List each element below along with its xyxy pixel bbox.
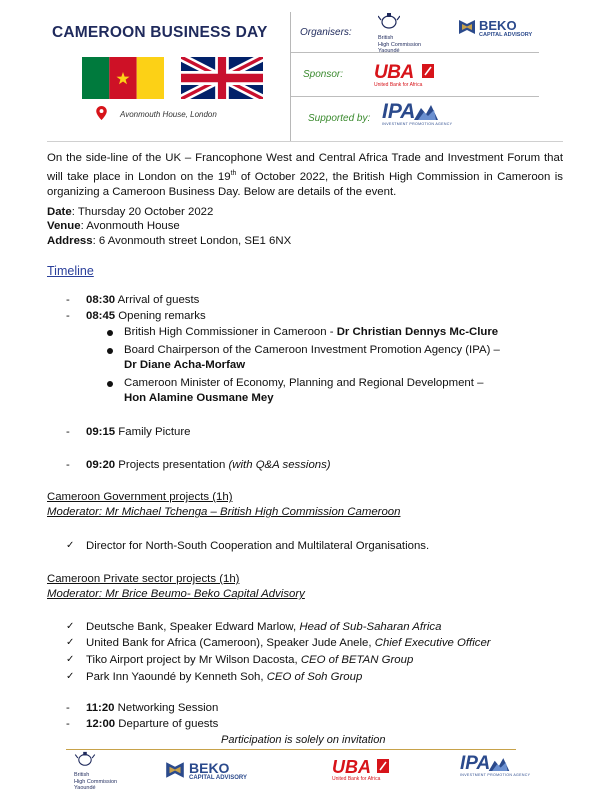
timeline-time: 09:15 (86, 426, 116, 438)
timeline-text: Opening remarks (115, 310, 206, 322)
bullet-dot (107, 348, 113, 354)
bhc-logo-line-2: High Commission (74, 778, 118, 785)
bhc-logo-line-1: British (74, 772, 90, 778)
private-item-text: Tiko Airport project by Mr Wilson Dacosta, (86, 654, 301, 666)
beko-name: BEKO (189, 760, 230, 776)
bhc-logo (378, 12, 421, 55)
private-item-text: United Bank for Africa (Cameroon), Speaker Jude Anele, (86, 637, 375, 649)
organisers-label: Organisers: (300, 27, 352, 38)
location-pin-icon (96, 106, 107, 120)
page-title: CAMEROON BUSINESS DAY (52, 24, 268, 41)
header-divider-bottom (47, 141, 563, 142)
timeline-note: (with Q&A sessions) (228, 459, 331, 471)
remark-item-3 (124, 377, 483, 389)
timeline-time: 08:45 (86, 310, 116, 322)
timeline-time: 09:20 (86, 459, 116, 471)
uba-sub: United Bank for Africa (374, 82, 423, 88)
remark-item-1 (124, 326, 498, 338)
remark-name: Dr Christian Dennys Mc-Clure (336, 326, 499, 338)
cameroon-flag (82, 57, 164, 99)
footer-uba-logo (332, 757, 380, 782)
crest-icon (378, 12, 400, 30)
address-line (47, 235, 291, 247)
timeline-text: Projects presentation (115, 459, 229, 471)
timeline-item-arrival (86, 294, 199, 306)
beko-mark-icon (164, 760, 186, 780)
venue-line (47, 220, 180, 232)
sponsor-label: Sponsor: (303, 69, 344, 80)
event-location: Avonmouth House, London (120, 110, 217, 119)
dash-marker: - (66, 702, 70, 714)
timeline-item-family-picture (86, 426, 190, 438)
ipa-logo (382, 100, 452, 126)
remark-name-3: Hon Alamine Ousmane Mey (124, 392, 274, 404)
timeline-text: Family Picture (115, 426, 191, 438)
uk-flag (181, 57, 263, 99)
private-projects-heading: Cameroon Private sector projects (1h) (47, 573, 240, 585)
ipa-mark-icon (412, 102, 440, 124)
timeline-text: Networking Session (114, 702, 219, 714)
ipa-name: IPA (460, 753, 491, 774)
dash-marker: - (66, 459, 70, 471)
remark-item-2 (124, 344, 500, 356)
bhc-logo-line-3: Yaoundé (74, 785, 96, 791)
timeline-time: 08:30 (86, 294, 116, 306)
date-label: Date (47, 206, 72, 218)
timeline-text: Departure of guests (115, 718, 219, 730)
address-value: : 6 Avonmouth street London, SE1 6NX (92, 235, 292, 247)
footer-ipa-logo (460, 753, 530, 777)
private-item-text: Park Inn Yaoundé by Kenneth Soh, (86, 671, 267, 683)
footer-divider (66, 749, 516, 750)
timeline-item-projects (86, 459, 331, 471)
intro-part-2: of October 2022, the British High Commission in Cameroon is organizing a Cameroon Business Day. Below are details of the event. (47, 170, 563, 198)
private-item-text: Deutsche Bank, Speaker Edward Marlow, (86, 621, 300, 633)
beko-sub: CAPITAL ADVISORY (479, 32, 533, 38)
address-label: Address (47, 235, 93, 247)
footer-bhc-logo (74, 751, 117, 792)
ipa-sub: INVESTMENT PROMOTION AGENCY (460, 773, 531, 777)
ipa-name: IPA (382, 100, 416, 123)
checkmark-icon: ✓ (66, 621, 75, 632)
uba-name: UBA (332, 757, 371, 777)
ipa-sub: INVESTMENT PROMOTION AGENCY (382, 122, 453, 126)
private-moderator: Moderator: Mr Brice Beumo- Beko Capital Advisory (47, 588, 305, 600)
uba-sub: United Bank for Africa (332, 776, 381, 782)
checkmark-icon: ✓ (66, 540, 75, 551)
intro-part-1: On the side-line of the UK – Francophone West and Central Africa Trade and Investment Forum that will take place in London on the 19 (47, 152, 563, 183)
dash-marker: - (66, 294, 70, 306)
bhc-logo-line-1: British (378, 35, 394, 41)
invitation-note: Participation is solely on invitation (221, 734, 386, 746)
venue-value: : Avonmouth House (80, 220, 180, 232)
beko-logo (457, 18, 533, 38)
remark-text: Cameroon Minister of Economy, Planning and Regional Development – (124, 377, 484, 389)
timeline-time: 11:20 (86, 702, 115, 714)
beko-name: BEKO (479, 18, 517, 33)
uba-mark-icon (377, 759, 389, 773)
gov-projects-heading: Cameroon Government projects (1h) (47, 491, 233, 503)
remark-name-2: Dr Diane Acha-Morfaw (124, 359, 246, 371)
dash-marker: - (66, 426, 70, 438)
crest-icon (74, 751, 96, 767)
timeline-heading: Timeline (47, 264, 94, 278)
private-item-role: CEO of Soh Group (266, 671, 363, 683)
private-item-4 (86, 671, 362, 683)
timeline-item-opening (86, 310, 206, 322)
dash-marker: - (66, 718, 70, 730)
footer-beko-logo (164, 760, 248, 781)
checkmark-icon: ✓ (66, 637, 75, 648)
timeline-item-networking (86, 702, 218, 714)
ipa-mark-icon (487, 755, 511, 775)
beko-sub: CAPITAL ADVISORY (189, 775, 248, 781)
dash-marker: - (66, 310, 70, 322)
checkmark-icon: ✓ (66, 654, 75, 665)
header-divider-2 (291, 96, 539, 97)
private-item-1 (86, 621, 441, 633)
bhc-logo-line-2: High Commission (378, 41, 422, 48)
gov-item-1: Director for North-South Cooperation and Multilateral Organisations. (86, 540, 430, 552)
timeline-time: 12:00 (86, 718, 116, 730)
venue-label: Venue (47, 220, 81, 232)
header-divider-vertical (290, 12, 291, 142)
gov-moderator: Moderator: Mr Michael Tchenga – British High Commission Cameroon (47, 506, 401, 518)
intro-sup: th (230, 170, 237, 177)
private-item-role: Head of Sub-Saharan Africa (299, 621, 442, 633)
uba-mark-icon (422, 64, 434, 78)
timeline-text: Arrival of guests (115, 294, 200, 306)
date-line (47, 206, 213, 218)
private-item-role: CEO of BETAN Group (300, 654, 414, 666)
bullet-dot (107, 381, 113, 387)
private-item-2 (86, 637, 491, 649)
remark-text: British High Commissioner in Cameroon - (124, 326, 337, 338)
beko-mark-icon (457, 18, 477, 36)
bullet-dot (107, 330, 113, 336)
date-value: : Thursday 20 October 2022 (71, 206, 214, 218)
uba-logo (374, 62, 422, 88)
bhc-logo-line-3: Yaoundé (378, 48, 400, 54)
private-item-3 (86, 654, 413, 666)
checkmark-icon: ✓ (66, 671, 75, 682)
intro-paragraph (47, 151, 563, 200)
timeline-item-departure (86, 718, 218, 730)
uba-name: UBA (374, 62, 414, 83)
remark-text: Board Chairperson of the Cameroon Investment Promotion Agency (IPA) – (124, 344, 500, 356)
private-item-role: Chief Executive Officer (374, 637, 491, 649)
supported-label: Supported by: (308, 113, 371, 124)
